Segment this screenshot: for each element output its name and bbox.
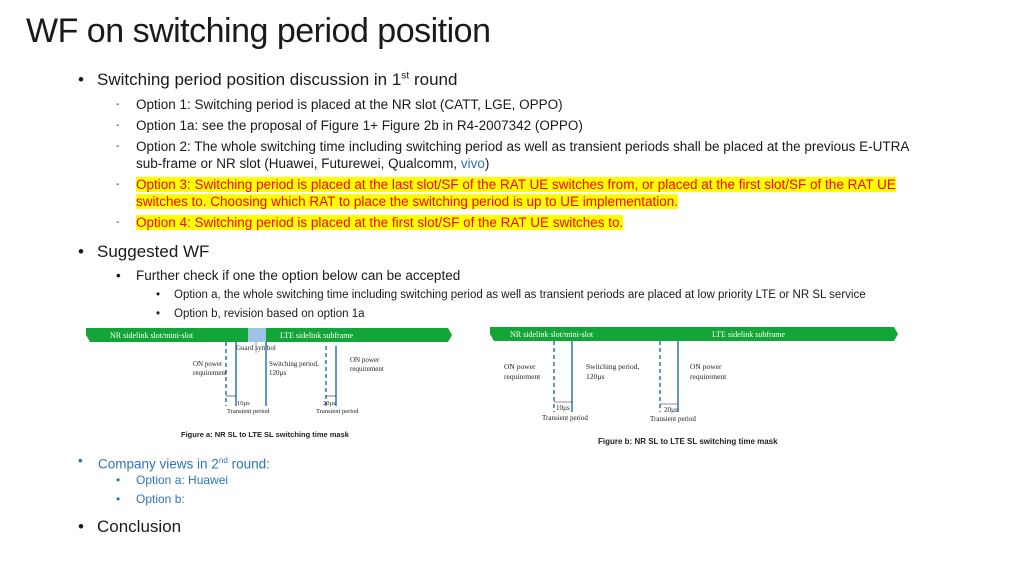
dash-marker: -: [116, 141, 120, 152]
t2-label: Transient period: [316, 408, 359, 415]
switching-period-1: Switching period,: [269, 360, 319, 368]
on-power-right-2: requirement: [350, 365, 384, 373]
figure-a: [86, 326, 452, 449]
figure-a-diagram: [86, 326, 452, 444]
nr-label: NR sidelink slot/mini-slot: [510, 330, 594, 339]
t1-label: Transient period: [227, 408, 270, 415]
dash-marker: -: [116, 217, 120, 228]
t1-label: Transient period: [542, 414, 588, 422]
wf-option-text: Option b, revision based on option 1a: [174, 308, 365, 320]
dash-marker: -: [116, 120, 120, 131]
figure-a-caption: Figure a: NR SL to LTE SL switching time mask: [181, 430, 349, 439]
dash-marker: -: [116, 99, 120, 110]
bullet-dot: •: [78, 517, 84, 536]
bullet-text: Company views in 2: [98, 456, 219, 472]
on-power-left-2: requirement: [504, 372, 541, 381]
lte-label: LTE sidelink subframe: [712, 330, 786, 339]
figure-b-caption: Figure b: NR SL to LTE SL switching time mask: [598, 437, 778, 446]
t2-value: 20µs: [323, 400, 336, 407]
t2-value: 20µs: [664, 406, 678, 414]
bullet-dot: •: [78, 242, 84, 261]
guard-symbol-box: [248, 328, 266, 342]
on-power-right-1: ON power: [690, 362, 722, 371]
option-text-line2: switches to. Choosing which RAT to place the switching period is up to UE implementation.: [136, 194, 679, 209]
company-view-text: Option b:: [136, 492, 185, 506]
bullet-dot: •: [78, 453, 83, 468]
superscript: st: [401, 70, 410, 82]
bullet-dot: •: [116, 492, 121, 506]
superscript: nd: [218, 456, 228, 465]
wf-sub-text: Further check if one the option below can be accepted: [136, 268, 461, 283]
figure-b-diagram: [490, 324, 900, 450]
on-power-left-1: ON power: [193, 360, 223, 368]
figure-b: [490, 324, 900, 455]
bullet-dot: •: [156, 308, 161, 320]
option-text-line2: [136, 155, 936, 172]
company-vivo: vivo: [460, 156, 485, 171]
option-text-line1: Option 2: The whole switching time including switching period as well as transient periods shall be placed at the previous E-UTRA: [136, 139, 910, 154]
bullet-dot: •: [156, 289, 161, 301]
switching-period-2: 120µs: [586, 372, 605, 381]
switching-period-2: 120µs: [269, 369, 287, 377]
t1-value: 10µs: [237, 400, 250, 407]
option-text-part: sub-frame or NR slot (Huawei, Futurewei, Qualcomm,: [136, 156, 461, 171]
on-power-left-2: requirement: [193, 369, 227, 377]
bullet-dot: •: [78, 70, 84, 89]
wf-option-text: Option a, the whole switching time including switching period as well as transient periods are placed at low priority LTE or NR SL service: [174, 289, 866, 301]
bullet-tail: round: [409, 70, 458, 89]
bullet-text: Conclusion: [97, 517, 182, 536]
t2-label: Transient period: [650, 415, 696, 423]
bullet-tail: round:: [227, 456, 270, 472]
bullet-dot: •: [116, 473, 121, 487]
on-power-right-2: requirement: [690, 372, 727, 381]
bullet-dot: •: [116, 268, 121, 283]
dash-marker: -: [116, 179, 120, 190]
option-text: Option 1a: see the proposal of Figure 1+ Figure 2b in R4-2007342 (OPPO): [136, 118, 583, 133]
option-text: Option 4: Switching period is placed at the first slot/SF of the RAT UE switches to.: [136, 215, 624, 230]
guard-label: Guard symbol: [236, 344, 276, 352]
nr-label: NR sidelink slot/mini-slot: [110, 331, 194, 340]
option-text-line1: Option 3: Switching period is placed at the last slot/SF of the RAT UE switches from, or placed at the first slot/SF of the RAT UE: [136, 177, 896, 192]
option-text-part: ): [484, 156, 490, 171]
page-title: WF on switching period position: [26, 12, 491, 50]
t1-value: 10µs: [556, 404, 570, 412]
lte-label: LTE sidelink subframe: [280, 331, 354, 340]
bullet-text: Switching period position discussion in 1: [97, 70, 402, 89]
on-power-right-1: ON power: [350, 356, 380, 364]
switching-period-1: Switching period,: [586, 362, 640, 371]
option-text: Option 1: Switching period is placed at the NR slot (CATT, LGE, OPPO): [136, 97, 563, 112]
on-power-left-1: ON power: [504, 362, 536, 371]
bullet-text: Suggested WF: [97, 242, 210, 261]
company-view-text: Option a: Huawei: [136, 473, 229, 487]
